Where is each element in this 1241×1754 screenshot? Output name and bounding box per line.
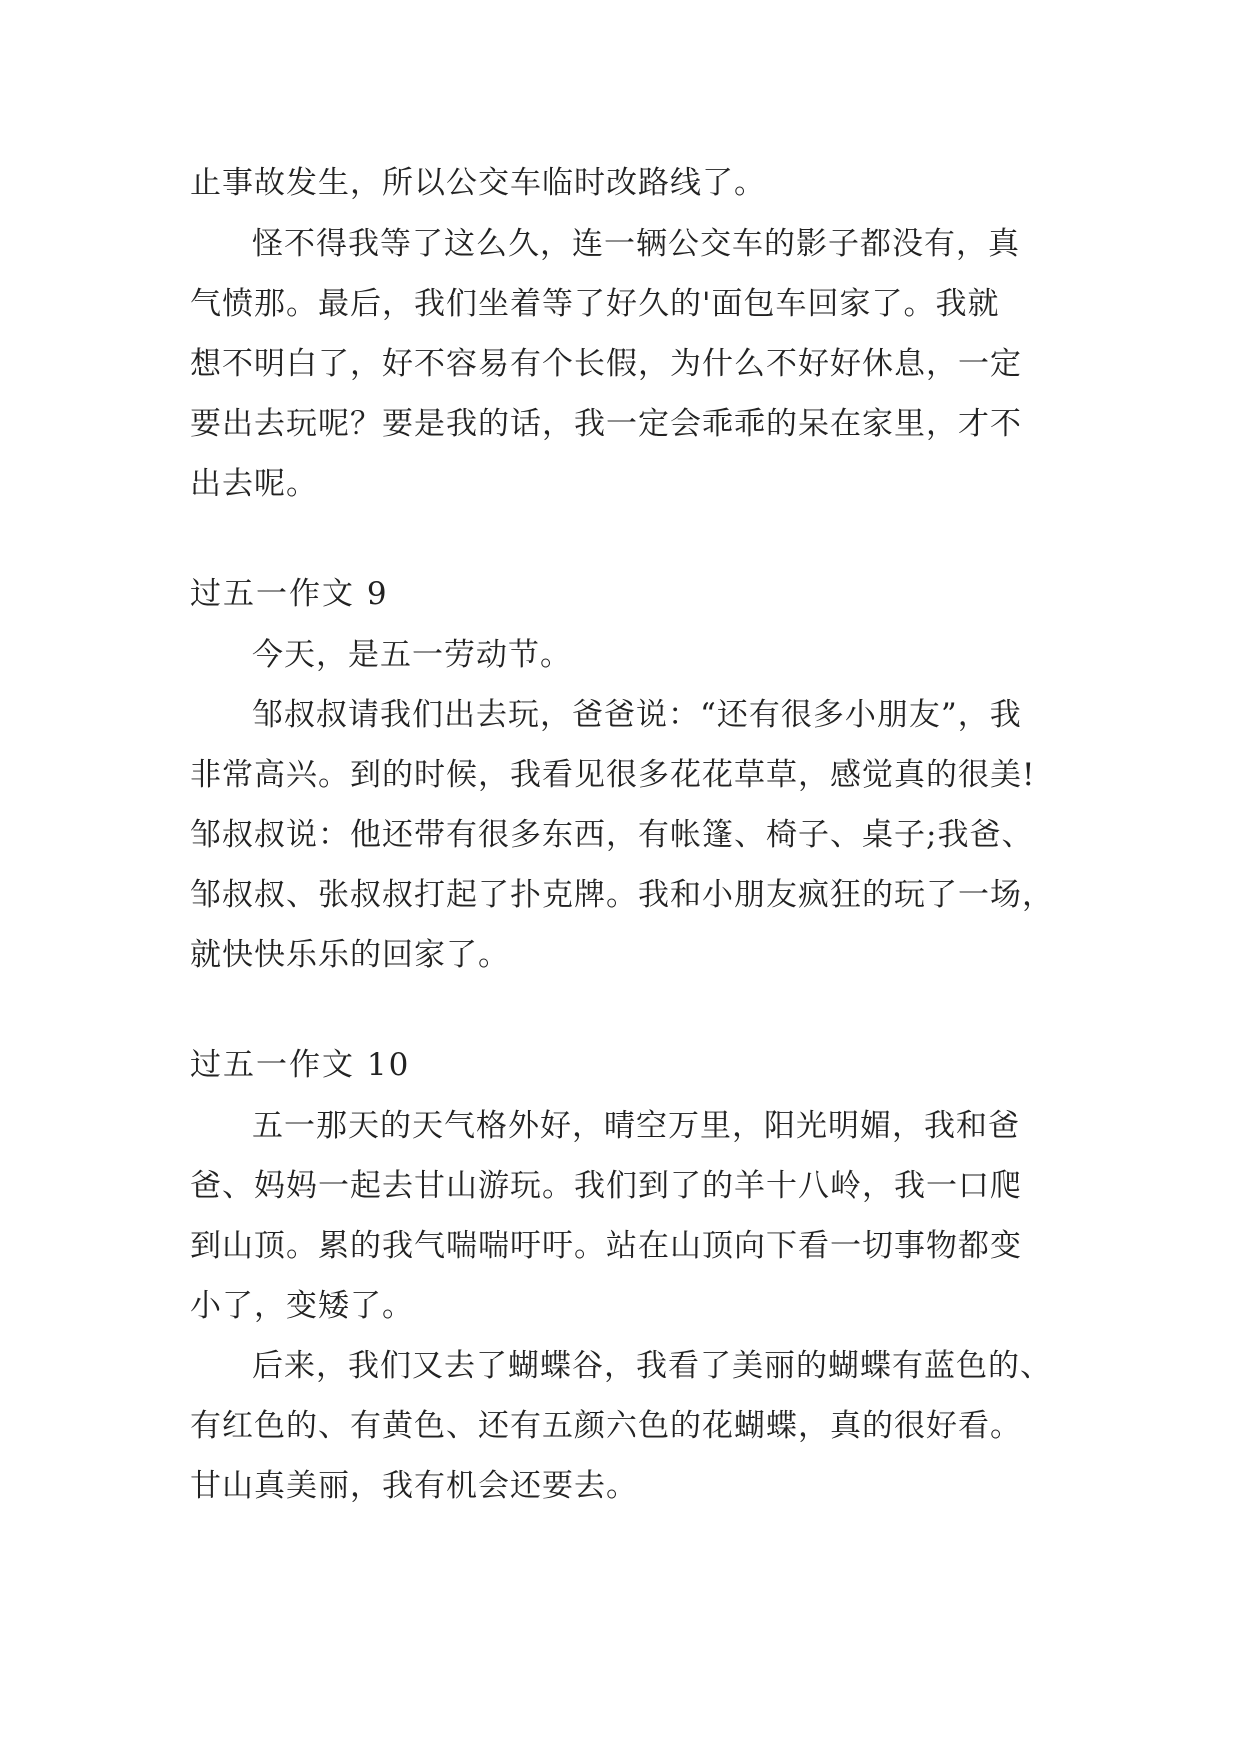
paragraph-line: 爸、妈妈一起去甘山游玩。我们到了的羊十八岭，我一口爬 bbox=[190, 1168, 1022, 1204]
essay-10-title: 过五一作文 10 bbox=[190, 1047, 411, 1083]
paragraph-line: 想不明白了，好不容易有个长假，为什么不好好休息，一定 bbox=[190, 346, 1022, 382]
paragraph-line: 要出去玩呢？要是我的话，我一定会乖乖的呆在家里，才不 bbox=[190, 406, 1022, 442]
paragraph-line: 有红色的、有黄色、还有五颜六色的花蝴蝶，真的很好看。 bbox=[190, 1408, 1022, 1444]
paragraph-line: 怪不得我等了这么久，连一辆公交车的影子都没有，真 bbox=[252, 226, 1020, 262]
paragraph-line: 甘山真美丽，我有机会还要去。 bbox=[190, 1468, 638, 1504]
paragraph-line: 气愤那。最后，我们坐着等了好久的'面包车回家了。我就 bbox=[190, 286, 1000, 322]
paragraph-line: 邹叔叔说：他还带有很多东西，有帐篷、椅子、桌子;我爸、 bbox=[190, 817, 1034, 853]
paragraph-line: 就快快乐乐的回家了。 bbox=[190, 937, 510, 973]
paragraph-line: 后来，我们又去了蝴蝶谷，我看了美丽的蝴蝶有蓝色的、 bbox=[252, 1348, 1052, 1384]
essay-9-title: 过五一作文 9 bbox=[190, 576, 389, 612]
paragraph-line: 出去呢。 bbox=[190, 466, 318, 502]
paragraph-line: 非常高兴。到的时候，我看见很多花花草草，感觉真的很美! bbox=[190, 757, 1036, 793]
paragraph-line: 邹叔叔、张叔叔打起了扑克牌。我和小朋友疯狂的玩了一场， bbox=[190, 877, 1054, 913]
paragraph-line: 到山顶。累的我气喘喘吁吁。站在山顶向下看一切事物都变 bbox=[190, 1228, 1022, 1264]
paragraph-line: 小了，变矮了。 bbox=[190, 1288, 414, 1324]
paragraph-line: 今天，是五一劳动节。 bbox=[252, 637, 572, 673]
paragraph-line: 止事故发生，所以公交车临时改路线了。 bbox=[190, 165, 766, 201]
paragraph-line: 五一那天的天气格外好，晴空万里，阳光明媚，我和爸 bbox=[252, 1108, 1020, 1144]
paragraph-line: 邹叔叔请我们出去玩，爸爸说：“还有很多小朋友”，我 bbox=[252, 697, 1022, 733]
